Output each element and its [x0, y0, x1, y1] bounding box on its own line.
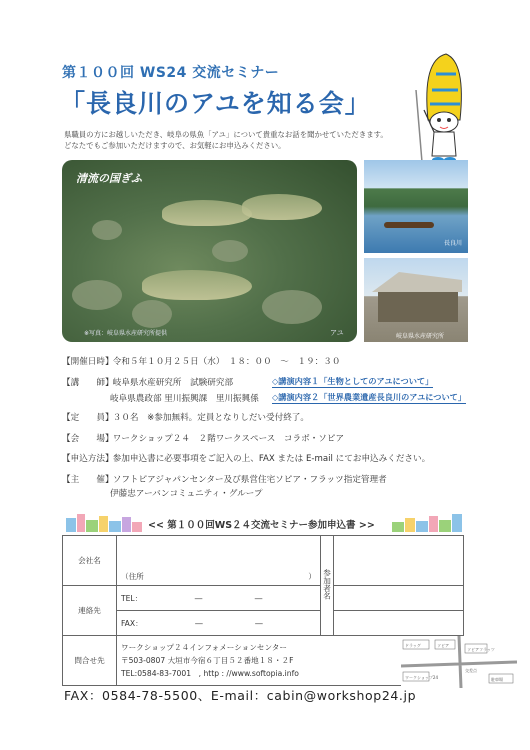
inquiry-label: 問合せ先: [74, 656, 105, 665]
venue-row: [62, 432, 344, 444]
seminar-title: 「長良川のアユを知る会」: [60, 89, 371, 118]
apply-value: 参加申込書に必要事項をご記入の上、FAX または E-mail にてお申込みください。: [112, 454, 431, 464]
capacity-label: 【定 員】: [62, 413, 114, 423]
organizer-label: 【主 催】: [62, 475, 114, 485]
participant-input-1[interactable]: [334, 536, 464, 586]
venue-value: ワークショップ２４ ２階ワークスペース コラボ・ソピア: [112, 434, 345, 444]
participant-label-cell: [321, 536, 334, 636]
ayu-fish-3: [142, 270, 252, 300]
intro-line-2: どなたでもご参加いただけますので、お気軽にお申込みください。: [64, 141, 286, 150]
ayu-fish-1: [162, 200, 252, 226]
inquiry-label-cell: [63, 636, 117, 686]
inquiry-info-cell: [117, 636, 503, 686]
contact-label: 連絡先: [78, 606, 101, 615]
address-close: ）: [308, 572, 316, 581]
participant-input-2[interactable]: [334, 586, 464, 611]
organizer-row: [62, 473, 387, 485]
speaker-2: 岐阜県農政部 里川振興課 里川振興係: [110, 394, 259, 404]
speaker-row-1: [62, 376, 233, 388]
tel-dash-2: ―: [254, 593, 263, 603]
topic-2: ◇講演内容２「世界農業遺産長良川のアユについて」: [272, 392, 467, 402]
town-left-illustration: [66, 512, 142, 532]
ayu-fish-photo: [62, 160, 357, 342]
company-input-cell[interactable]: [117, 536, 321, 586]
participant-input-3[interactable]: [334, 611, 464, 636]
tel-label: TEL：: [121, 593, 143, 603]
event-date-row: [62, 355, 340, 367]
date-value: 令和５年１０月２５日（水） １８：００ ～ １９：３０: [112, 357, 341, 367]
company-label-cell: [63, 536, 117, 586]
topic-1: ◇講演内容１「生物としてのアユについて」: [272, 376, 434, 386]
fax-input-cell[interactable]: [117, 611, 321, 636]
organizer-2: 伊藤忠アーバンコミュニティ・グループ: [110, 489, 263, 499]
seminar-subtitle: 第１００回 WS24 交流セミナー: [62, 65, 280, 81]
form-title: << 第１００回WS２４交流セミナー参加申込書 >>: [148, 520, 375, 531]
fax-label: FAX：: [121, 618, 143, 628]
fax-dash-2: ―: [255, 618, 263, 628]
map-label-f: 交差点: [465, 668, 477, 673]
apply-row: [62, 452, 430, 464]
address-label: （住所: [121, 572, 144, 581]
mascot-illustration: [410, 50, 472, 170]
town-right-illustration: [392, 512, 466, 532]
tel-url: TEL:0584-83-7001 , http : //www.softopia.info: [121, 669, 299, 678]
photo-fish-label: アユ: [330, 329, 344, 337]
form-header: [62, 510, 467, 536]
postal-address: 〒503-0807 大垣市今宿６丁目５２番地１８・２F: [121, 656, 294, 665]
speaker-label: 【講 師】: [62, 378, 114, 388]
river-caption: 長良川: [443, 240, 462, 247]
company-label: 会社名: [78, 556, 101, 565]
access-map: [401, 636, 517, 688]
photo-credit: ※写真：岐阜県水産研究所提供: [84, 330, 168, 337]
venue-label: 【会 場】: [62, 434, 114, 444]
participant-label: 参加者名: [322, 569, 332, 600]
research-institute-photo: [364, 258, 468, 342]
map-label-b: ソピアフラッツ: [467, 647, 495, 652]
intro-line-1: 県職員の方にお越しいただき、岐阜の県魚「アユ」について貴重なお話を聞かせていただきます。: [64, 130, 388, 139]
ayu-fish-2: [242, 194, 322, 220]
map-label-d: ソピア: [437, 643, 449, 648]
map-label-e: 駐車場: [491, 677, 503, 682]
apply-label: 【申込方法】: [62, 454, 114, 464]
nagara-river-photo: [364, 160, 468, 253]
map-label-c: ワークショップ24: [405, 675, 439, 680]
fax-dash-1: ―: [195, 618, 203, 628]
capacity-row: [62, 411, 309, 423]
organizer-1: ソフトピアジャパンセンター及び県営住宅ソピア・フラッツ指定管理者: [112, 475, 387, 485]
map-label-a: ドラッグ: [405, 643, 421, 648]
intro-text: [64, 129, 404, 151]
application-form-table: [62, 535, 503, 686]
tel-dash-1: ―: [194, 593, 203, 603]
contact-label-cell: [63, 586, 117, 636]
tel-input-cell[interactable]: [117, 586, 321, 611]
capacity-value: ３０名 ※参加無料。定員となりしだい受付終了。: [112, 413, 309, 423]
date-label: 【開催日時】: [62, 357, 114, 367]
seiryu-logo: 清流の国ぎふ: [76, 172, 142, 185]
info-center-name: ワークショップ２４インフォメーションセンター: [121, 643, 287, 652]
footer-fax-email: FAX：0584-78-5500、E-mail：cabin@workshop24.jp: [64, 688, 417, 703]
building-caption: 岐阜県水産研究所: [396, 333, 445, 340]
speaker-1: 岐阜県水産研究所 試験研究部: [112, 378, 234, 388]
